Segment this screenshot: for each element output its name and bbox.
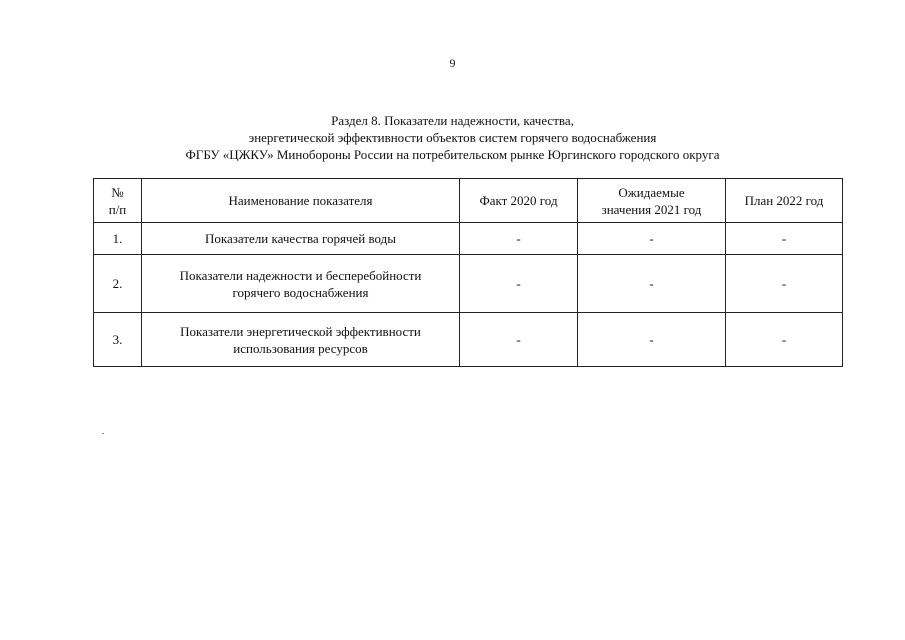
header-number	[94, 179, 142, 223]
row-plan: -	[726, 223, 843, 255]
row-fact: -	[460, 223, 578, 255]
scan-speck	[102, 433, 104, 434]
row-expected: -	[578, 255, 726, 313]
row-name	[142, 223, 460, 255]
row-plan: -	[726, 313, 843, 367]
row-name	[142, 313, 460, 367]
section-title	[0, 112, 905, 163]
table-row	[94, 223, 843, 255]
header-plan: План 2022 год	[726, 179, 843, 223]
header-expected	[578, 179, 726, 223]
header-name: Наименование показателя	[142, 179, 460, 223]
title-line-3: ФГБУ «ЦЖКУ» Минобороны России на потребительском рынке Юргинского городского округа	[185, 147, 720, 162]
header-expected-line1: Ожидаемые	[618, 184, 685, 200]
row-number: 1.	[94, 223, 142, 255]
row-name-line2: горячего водоснабжения	[232, 284, 369, 300]
table-row	[94, 313, 843, 367]
indicators-table	[93, 178, 843, 367]
header-fact: Факт 2020 год	[460, 179, 578, 223]
row-name-line1: Показатели качества горячей воды	[205, 231, 396, 246]
row-name-line1: Показатели надежности и бесперебойности	[179, 267, 422, 283]
table-header-row	[94, 179, 843, 223]
row-number: 2.	[94, 255, 142, 313]
row-expected: -	[578, 223, 726, 255]
row-name-line2: использования ресурсов	[233, 340, 368, 356]
row-fact: -	[460, 255, 578, 313]
header-number-line1: №	[111, 184, 124, 200]
table-row	[94, 255, 843, 313]
row-fact: -	[460, 313, 578, 367]
row-expected: -	[578, 313, 726, 367]
header-expected-line2: значения 2021 год	[601, 201, 702, 217]
row-name-line1: Показатели энергетической эффективности	[180, 323, 421, 339]
header-number-line2: п/п	[108, 201, 127, 217]
page-number: 9	[449, 56, 456, 70]
row-number: 3.	[94, 313, 142, 367]
row-name	[142, 255, 460, 313]
title-line-1: Раздел 8. Показатели надежности, качества,	[331, 113, 574, 128]
title-line-2: энергетической эффективности объектов систем горячего водоснабжения	[248, 130, 657, 145]
row-plan: -	[726, 255, 843, 313]
